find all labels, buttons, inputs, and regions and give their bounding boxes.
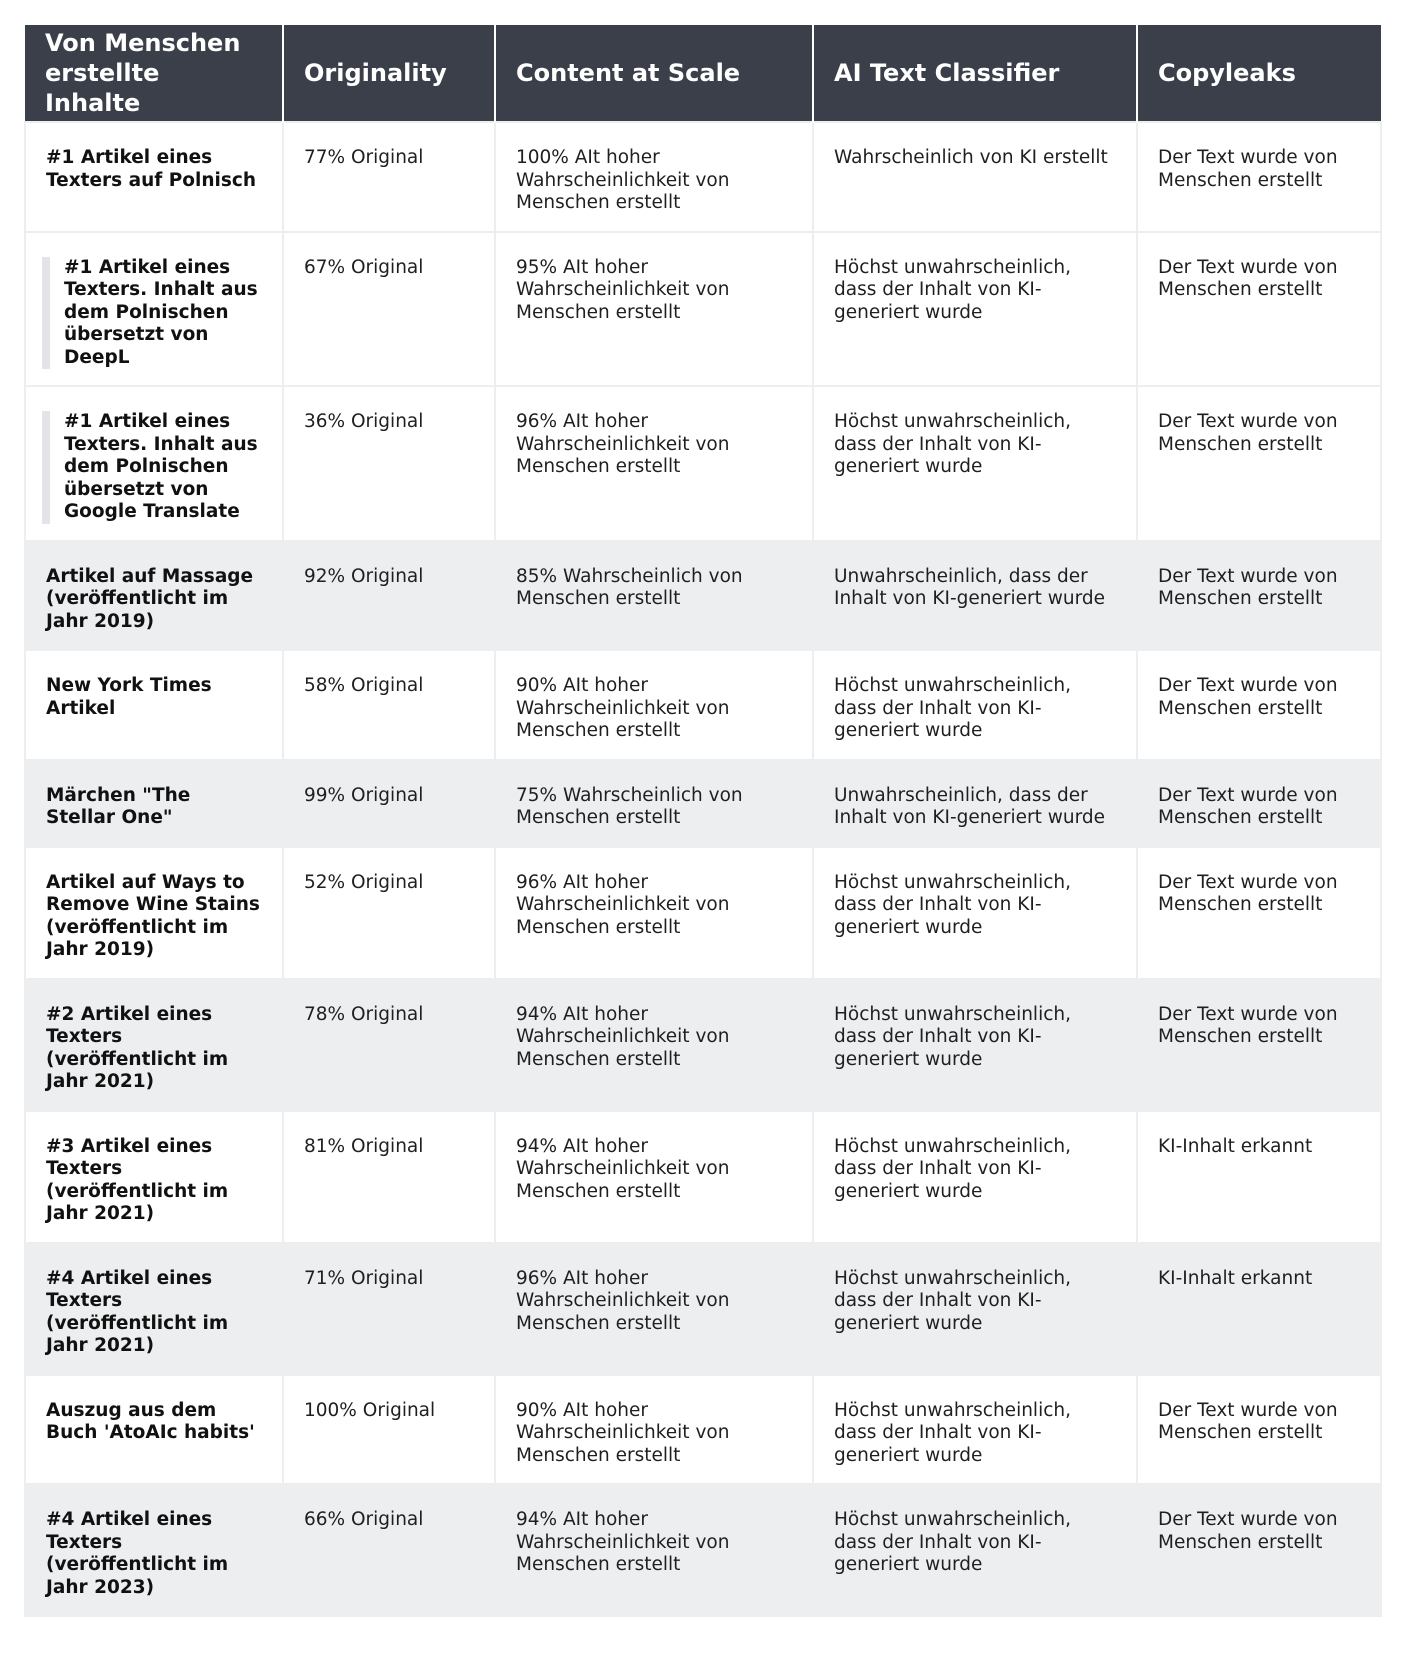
cell-content-name: Auszug aus dem Buch 'AtoAIc habits' (25, 1375, 283, 1485)
cell-content-name: #1 Artikel eines Texters auf Polnisch (25, 122, 283, 232)
table-row (25, 1111, 1381, 1243)
header-originality: Originality (283, 25, 495, 122)
cell-content-name: Artikel auf Massage (veröffentlicht im Jahr 2019) (25, 541, 283, 651)
cell-content-at-scale: 94% AIt hoher Wahrscheinlichkeit von Menschen erstellt (495, 1111, 813, 1243)
comparison-table (24, 25, 1382, 1617)
cell-copyleaks: Der Text wurde von Menschen erstellt (1137, 122, 1381, 232)
table-row (25, 847, 1381, 979)
header-copyleaks: Copyleaks (1137, 25, 1381, 122)
cell-copyleaks: Der Text wurde von Menschen erstellt (1137, 386, 1381, 541)
cell-ai-text-classifier: Höchst unwahrscheinlich, dass der Inhalt von KI-generiert wurde (813, 1111, 1137, 1243)
cell-ai-text-classifier: Höchst unwahrscheinlich, dass der Inhalt von KI-generiert wurde (813, 1484, 1137, 1616)
comparison-table-container (24, 25, 1380, 1617)
cell-originality: 36% Original (283, 386, 495, 541)
cell-copyleaks: Der Text wurde von Menschen erstellt (1137, 541, 1381, 651)
cell-content-name: #4 Artikel eines Texters (veröffentlicht im Jahr 2023) (25, 1484, 283, 1616)
cell-originality: 52% Original (283, 847, 495, 979)
cell-ai-text-classifier: Wahrscheinlich von KI erstellt (813, 122, 1137, 232)
cell-content-at-scale: 95% AIt hoher Wahrscheinlichkeit von Menschen erstellt (495, 232, 813, 387)
table-body (25, 122, 1381, 1616)
cell-copyleaks: Der Text wurde von Menschen erstellt (1137, 232, 1381, 387)
cell-originality: 99% Original (283, 760, 495, 847)
cell-copyleaks: KI-Inhalt erkannt (1137, 1111, 1381, 1243)
table-row (25, 979, 1381, 1111)
cell-originality: 67% Original (283, 232, 495, 387)
cell-content-name: #3 Artikel eines Texters (veröffentlicht im Jahr 2021) (25, 1111, 283, 1243)
cell-copyleaks: Der Text wurde von Menschen erstellt (1137, 1375, 1381, 1485)
cell-originality: 66% Original (283, 1484, 495, 1616)
cell-ai-text-classifier: Höchst unwahrscheinlich, dass der Inhalt von KI-generiert wurde (813, 979, 1137, 1111)
table-row (25, 1484, 1381, 1616)
quoted-content-name: #1 Artikel eines Texters. Inhalt aus dem Polnischen übersetzt von DeepL (42, 257, 262, 370)
table-row (25, 122, 1381, 232)
table-row (25, 541, 1381, 651)
cell-content-at-scale: 96% AIt hoher Wahrscheinlichkeit von Menschen erstellt (495, 1243, 813, 1375)
quoted-content-name: #1 Artikel eines Texters. Inhalt aus dem Polnischen übersetzt von Google Translate (42, 411, 262, 524)
header-ai-text-classifier: AI Text Classifier (813, 25, 1137, 122)
table-row (25, 760, 1381, 847)
cell-originality: 92% Original (283, 541, 495, 651)
cell-ai-text-classifier: Höchst unwahrscheinlich, dass der Inhalt von KI-generiert wurde (813, 847, 1137, 979)
cell-content-at-scale: 94% AIt hoher Wahrscheinlichkeit von Menschen erstellt (495, 1484, 813, 1616)
table-header (25, 25, 1381, 122)
cell-content-at-scale: 90% AIt hoher Wahrscheinlichkeit von Menschen erstellt (495, 1375, 813, 1485)
cell-originality: 81% Original (283, 1111, 495, 1243)
cell-content-name (25, 232, 283, 387)
cell-ai-text-classifier: Höchst unwahrscheinlich, dass der Inhalt von KI-generiert wurde (813, 1375, 1137, 1485)
cell-copyleaks: KI-Inhalt erkannt (1137, 1243, 1381, 1375)
table-row (25, 650, 1381, 760)
cell-content-at-scale: 75% Wahrscheinlich von Menschen erstellt (495, 760, 813, 847)
table-row (25, 1243, 1381, 1375)
cell-content-name: Artikel auf Ways to Remove Wine Stains (veröffentlicht im Jahr 2019) (25, 847, 283, 979)
cell-copyleaks: Der Text wurde von Menschen erstellt (1137, 847, 1381, 979)
cell-content-at-scale: 96% AIt hoher Wahrscheinlichkeit von Menschen erstellt (495, 386, 813, 541)
cell-content-name (25, 386, 283, 541)
header-content-type: Von Menschen erstellte Inhalte (25, 25, 283, 122)
cell-originality: 77% Original (283, 122, 495, 232)
cell-content-at-scale: 100% AIt hoher Wahrscheinlichkeit von Menschen erstellt (495, 122, 813, 232)
cell-content-at-scale: 96% AIt hoher Wahrscheinlichkeit von Menschen erstellt (495, 847, 813, 979)
cell-copyleaks: Der Text wurde von Menschen erstellt (1137, 760, 1381, 847)
cell-originality: 71% Original (283, 1243, 495, 1375)
cell-copyleaks: Der Text wurde von Menschen erstellt (1137, 1484, 1381, 1616)
cell-originality: 58% Original (283, 650, 495, 760)
cell-content-name: #4 Artikel eines Texters (veröffentlicht im Jahr 2021) (25, 1243, 283, 1375)
table-row (25, 1375, 1381, 1485)
table-row (25, 232, 1381, 387)
cell-ai-text-classifier: Höchst unwahrscheinlich, dass der Inhalt von KI-generiert wurde (813, 1243, 1137, 1375)
table-row (25, 386, 1381, 541)
cell-content-at-scale: 90% AIt hoher Wahrscheinlichkeit von Menschen erstellt (495, 650, 813, 760)
cell-content-at-scale: 85% Wahrscheinlich von Menschen erstellt (495, 541, 813, 651)
cell-content-name: #2 Artikel eines Texters (veröffentlicht im Jahr 2021) (25, 979, 283, 1111)
header-content-at-scale: Content at Scale (495, 25, 813, 122)
cell-ai-text-classifier: Unwahrscheinlich, dass der Inhalt von KI-generiert wurde (813, 760, 1137, 847)
cell-content-at-scale: 94% AIt hoher Wahrscheinlichkeit von Menschen erstellt (495, 979, 813, 1111)
cell-copyleaks: Der Text wurde von Menschen erstellt (1137, 650, 1381, 760)
cell-content-name: New York Times Artikel (25, 650, 283, 760)
cell-originality: 100% Original (283, 1375, 495, 1485)
cell-originality: 78% Original (283, 979, 495, 1111)
cell-ai-text-classifier: Unwahrscheinlich, dass der Inhalt von KI-generiert wurde (813, 541, 1137, 651)
cell-ai-text-classifier: Höchst unwahrscheinlich, dass der Inhalt von KI-generiert wurde (813, 232, 1137, 387)
cell-ai-text-classifier: Höchst unwahrscheinlich, dass der Inhalt von KI-generiert wurde (813, 386, 1137, 541)
cell-ai-text-classifier: Höchst unwahrscheinlich, dass der Inhalt von KI-generiert wurde (813, 650, 1137, 760)
cell-copyleaks: Der Text wurde von Menschen erstellt (1137, 979, 1381, 1111)
header-row (25, 25, 1381, 122)
cell-content-name: Märchen "The Stellar One" (25, 760, 283, 847)
